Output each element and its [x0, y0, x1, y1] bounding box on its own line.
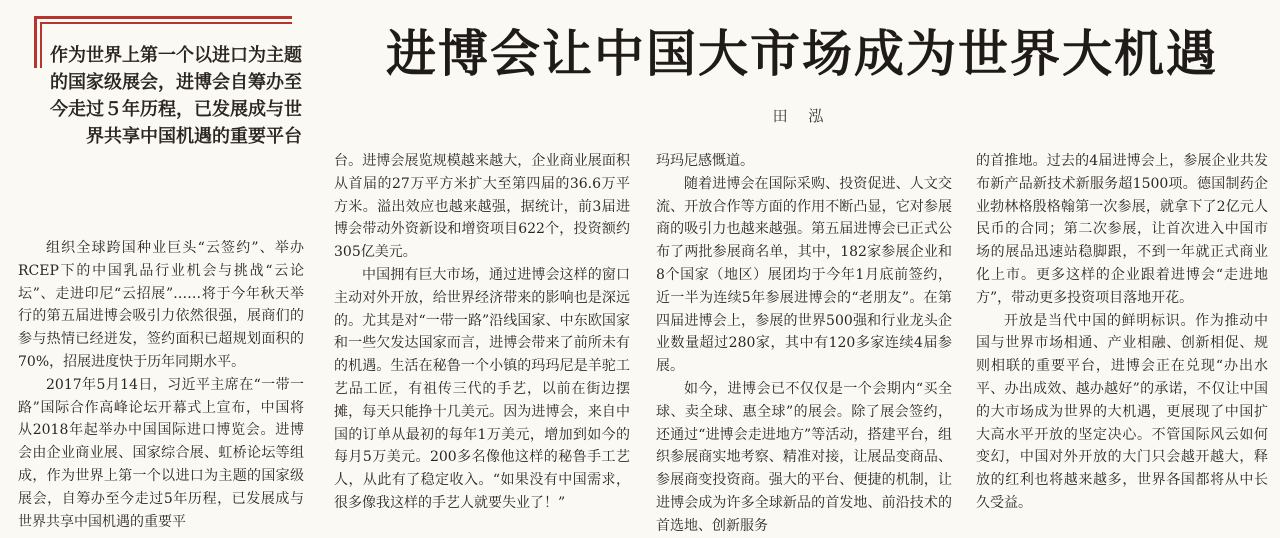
headline: 进博会让中国大市场成为世界大机遇: [386, 24, 1218, 83]
paragraph: 如今，进博会已不仅仅是一个会期内“买全球、卖全球、惠全球”的展会。除了展会签约，还通过“进博会走进地方”等活动，搭建平台，组织参展商实地考察、精准对接，让展品变商品、参展商变投资商。强大的平台、便捷的机制，让进博会成为许多全球新品的首发地、前沿技术的首选地、创新服务: [656, 380, 952, 534]
article-column-3: [656, 150, 952, 538]
paragraph: 台。进博会展览规模越来越大，企业商业展面积从首届的27万平方米扩大至第四届的36.6万平方米。溢出效应也越来越强，据统计，前3届进博会带动外资新设和增资项目622个，投资额约305亿美元。: [334, 153, 630, 261]
decorative-bracket-top-inner: [40, 22, 292, 24]
paragraph: 随着进博会在国际采购、投资促进、人文交流、开放合作等方面的作用不断凸显，它对参展商的吸引力也越来越强。第五届进博会已正式公布了两批参展商名单，其中，182家参展企业和8个国家（地区）展团均于今年1月底前签约，近一半为连续5年参展进博会的“老朋友”。在第四届进博会上，参展的世界500强和行业龙头企业数量超过280家，其中有120多家连续4届参展。: [656, 175, 952, 375]
pull-quote: 作为世界上第一个以进口为主题的国家级展会，进博会自筹办至今走过５年历程，已发展成与世界共享中国机遇的重要平台: [50, 45, 302, 147]
paragraph: 2017年5月14日，习近平主席在“一带一路”国际合作高峰论坛开幕式上宣布，中国将从2018年起举办中国国际进口博览会。进博会由企业商业展、国家综合展、虹桥论坛等组成，作为世界上第一个以进口为主题的国家级展会，自筹办至今走过5年历程，已发展成与世界共享中国机遇的重要平: [18, 376, 304, 530]
article-column-1: [18, 237, 304, 533]
byline: 田 泓: [772, 107, 832, 125]
decorative-bracket-left-inner: [40, 22, 42, 68]
paragraph: 的首推地。过去的4届进博会上，参展企业共发布新产品新技术新服务超1500项。德国制药企业勃林格殷格翰第一次参展，就拿下了2亿元人民币的合同；第二次参展，让首次进入中国市场的展品迅速站稳脚跟，不到一年就正式商业化上市。更多这样的企业跟着进博会“走进地方”，带动更多投资项目落地开花。: [976, 153, 1268, 306]
article-column-2: [334, 150, 630, 515]
article-column-4: [976, 150, 1268, 515]
decorative-bracket-left: [34, 16, 37, 68]
paragraph: 中国拥有巨大市场，通过进博会这样的窗口主动对外开放，给世界经济带来的影响也是深远的。尤其是对“一带一路”沿线国家、中东欧国家和一些欠发达国家而言，进博会带来了前所未有的机遇。生活在秘鲁一个小镇的玛玛尼是羊驼工艺品工匠，有祖传三代的手艺，以前在街边摆摊，每天只能挣十几美元。因为进博会，来自中国的订单从最初的每年1万美元，增加到如今的每月5万美元。200多名像他这样的秘鲁手工艺人，从此有了稳定收入。“如果没有中国需求，很多像我这样的手艺人就要失业了！”: [334, 266, 630, 511]
paragraph: 开放是当代中国的鲜明标识。作为推动中国与世界市场相通、产业相融、创新相促、规则相联的重要平台，进博会正在兑现“办出水平、办出成效、越办越好”的承诺，不仅让中国的大市场成为世界的大机遇，更展现了中国扩大高水平开放的坚定决心。不管国际风云如何变幻，中国对外开放的大门只会越开越大，释放的红利也将越来越多，世界各国都将从中长久受益。: [976, 312, 1268, 511]
paragraph: 组织全球跨国种业巨头“云签约”、举办RCEP下的中国乳品行业机会与挑战“云论坛”、走进印尼“云招展”……将于今年秋天举行的第五届进博会吸引力依然很强，展商们的参与热情已经迸发，签约面积已超规划面积的70%，招展进度快于历年同期水平。: [18, 240, 304, 370]
paragraph: 玛玛尼感慨道。: [656, 153, 754, 169]
decorative-bracket-top: [34, 16, 292, 19]
